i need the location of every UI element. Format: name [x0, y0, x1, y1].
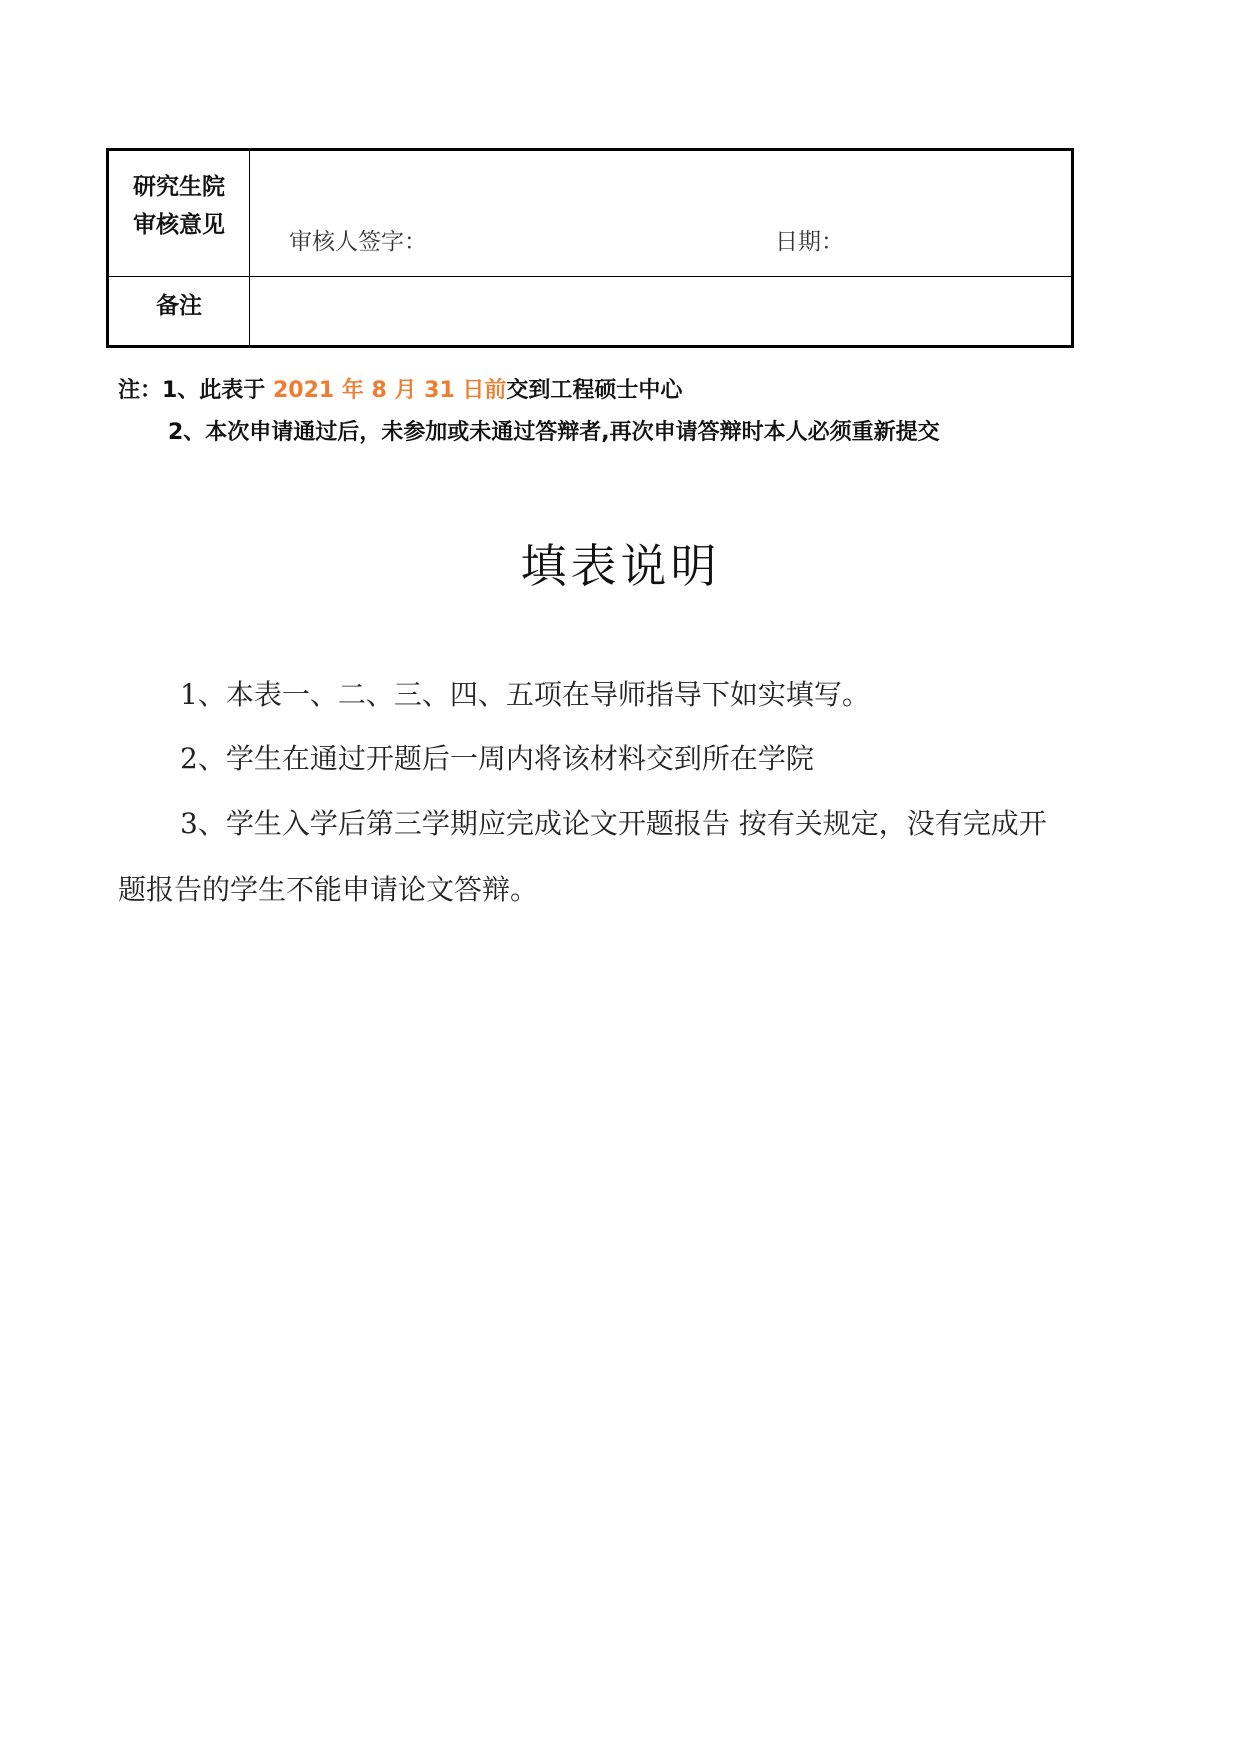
- remarks-label: 备注: [156, 293, 202, 319]
- signature-label: 审核人签字：: [289, 229, 427, 255]
- instructions-title: 填表说明: [520, 539, 721, 593]
- instruction-item-3-line2: 题报告的学生不能申请论文答辩。: [118, 873, 539, 906]
- review-opinion-row: [109, 151, 1071, 277]
- review-table: [106, 148, 1074, 348]
- note-1-prefix: 注：1、此表于: [118, 378, 273, 403]
- review-opinion-label: [109, 168, 249, 244]
- note-1-suffix: 交到工程硕士中心: [506, 378, 683, 403]
- note-1: [118, 373, 682, 404]
- review-opinion-label-line2: 审核意见: [133, 212, 225, 238]
- column-divider: [249, 277, 250, 345]
- note-1-deadline: 2021 年 8 月 31 日前: [272, 378, 507, 403]
- remarks-row: [109, 277, 1071, 345]
- instruction-item-1: 1、本表一、二、三、四、五项在导师指导下如实填写。: [180, 678, 870, 711]
- date-label: 日期：: [775, 229, 844, 255]
- note-2: 2、本次申请通过后，未参加或未通过答辩者,再次申请答辩时本人必须重新提交: [168, 420, 940, 445]
- column-divider: [249, 151, 250, 276]
- review-opinion-label-line1: 研究生院: [133, 174, 225, 200]
- instruction-item-2: 2、学生在通过开题后一周内将该材料交到所在学院: [180, 742, 814, 775]
- instruction-item-3-line1: 3、学生入学后第三学期应完成论文开题报告 按有关规定，没有完成开: [180, 807, 1047, 840]
